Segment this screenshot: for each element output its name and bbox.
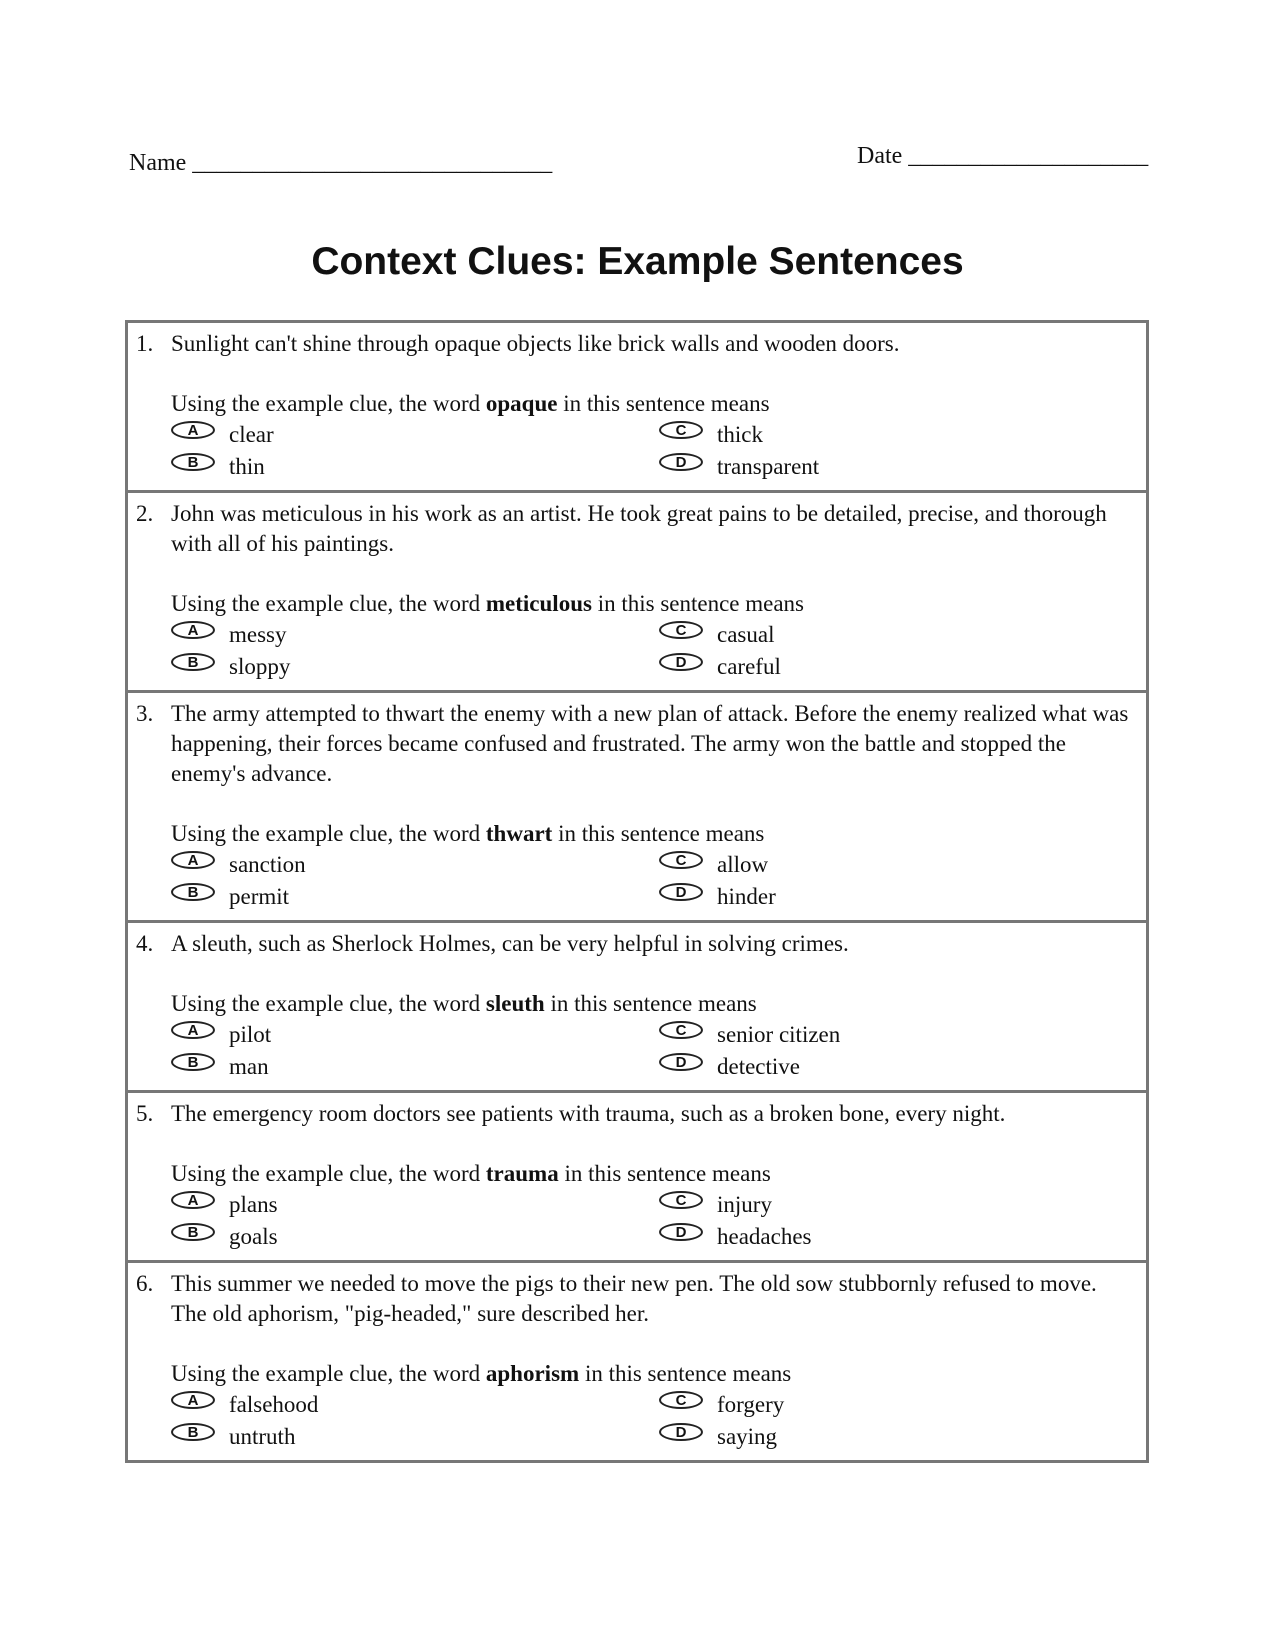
question-number: 5. [136, 1101, 154, 1126]
question-body [171, 329, 1136, 482]
prompt-text: in this sentence means [591, 591, 805, 616]
choice-a[interactable] [171, 850, 659, 880]
choice-b[interactable] [171, 452, 659, 482]
answer-bubble-a[interactable]: A [171, 1191, 215, 1209]
question-prompt [171, 989, 1136, 1019]
answer-bubble-a[interactable]: A [171, 1021, 215, 1039]
choice-label: goals [229, 1224, 278, 1249]
question-number: 1. [136, 331, 154, 356]
choice-label: plans [229, 1192, 278, 1217]
choice-d[interactable] [659, 1052, 1136, 1082]
choice-a[interactable] [171, 620, 659, 650]
choice-b[interactable] [171, 652, 659, 682]
answer-choices [171, 850, 1136, 912]
choice-label: careful [717, 654, 781, 679]
answer-bubble-d[interactable]: D [659, 1053, 703, 1071]
choice-label: clear [229, 422, 274, 447]
target-word: opaque [485, 391, 558, 416]
answer-bubble-c[interactable]: C [659, 1021, 703, 1039]
question-5 [128, 1093, 1146, 1263]
choice-label: man [229, 1054, 269, 1079]
question-body [171, 929, 1136, 1082]
choice-label: falsehood [229, 1392, 319, 1417]
choice-label: pilot [229, 1022, 272, 1047]
choice-label: saying [717, 1424, 778, 1449]
prompt-text: in this sentence means [557, 391, 770, 416]
target-word: trauma [485, 1161, 559, 1186]
answer-bubble-a[interactable]: A [171, 421, 215, 439]
answer-bubble-b[interactable]: B [171, 1223, 215, 1241]
choice-c[interactable] [659, 1190, 1136, 1220]
answer-bubble-b[interactable]: B [171, 883, 215, 901]
question-number: 6. [136, 1271, 154, 1296]
choice-label: sloppy [229, 654, 291, 679]
answer-bubble-c[interactable]: C [659, 851, 703, 869]
prompt-text: Using the example clue, the word [171, 1161, 486, 1186]
choice-a[interactable] [171, 1390, 659, 1420]
choice-label: headaches [717, 1224, 812, 1249]
prompt-text: in this sentence means [558, 1161, 771, 1186]
target-word: thwart [485, 821, 553, 846]
answer-bubble-d[interactable]: D [659, 453, 703, 471]
question-sentence: The army attempted to thwart the enemy with a new plan of attack. Before the enemy realized what was happening, their forces became confused and frustrated. The army won the battle and stopped the enemy's advance. [171, 701, 1129, 786]
prompt-text: Using the example clue, the word [171, 991, 486, 1016]
choice-c[interactable] [659, 420, 1136, 450]
choice-d[interactable] [659, 452, 1136, 482]
question-prompt [171, 1159, 1136, 1189]
choice-label: hinder [717, 884, 776, 909]
question-6 [128, 1263, 1146, 1460]
question-number: 3. [136, 701, 154, 726]
date-field[interactable]: Date ____________________ [857, 143, 1149, 169]
question-sentence: The emergency room doctors see patients with trauma, such as a broken bone, every night. [171, 1101, 1006, 1126]
answer-bubble-a[interactable]: A [171, 1391, 215, 1409]
choice-d[interactable] [659, 882, 1136, 912]
prompt-text: in this sentence means [544, 991, 757, 1016]
target-word: aphorism [485, 1361, 580, 1386]
prompt-text: Using the example clue, the word [171, 821, 486, 846]
choice-label: sanction [229, 852, 306, 877]
answer-choices [171, 420, 1136, 482]
choice-label: permit [229, 884, 290, 909]
worksheet-title: Context Clues: Example Sentences [311, 240, 964, 283]
answer-bubble-d[interactable]: D [659, 1423, 703, 1441]
choice-d[interactable] [659, 1422, 1136, 1452]
choice-b[interactable] [171, 882, 659, 912]
question-sentence: This summer we needed to move the pigs to their new pen. The old sow stubbornly refused to move. The old aphorism, "pig-headed," sure described her. [171, 1271, 1097, 1326]
answer-bubble-c[interactable]: C [659, 1391, 703, 1409]
prompt-text: Using the example clue, the word [171, 391, 486, 416]
question-body [171, 1269, 1136, 1452]
choice-a[interactable] [171, 1020, 659, 1050]
choice-label: forgery [717, 1392, 785, 1417]
question-prompt [171, 1359, 1136, 1389]
choice-c[interactable] [659, 1020, 1136, 1050]
answer-bubble-c[interactable]: C [659, 621, 703, 639]
name-field[interactable]: Name ______________________________ [129, 150, 553, 176]
answer-choices [171, 1020, 1136, 1082]
question-prompt [171, 819, 1136, 849]
choice-label: messy [229, 622, 287, 647]
answer-bubble-b[interactable]: B [171, 453, 215, 471]
question-4 [128, 923, 1146, 1093]
answer-choices [171, 620, 1136, 682]
answer-bubble-b[interactable]: B [171, 653, 215, 671]
choice-label: injury [717, 1192, 772, 1217]
prompt-text: in this sentence means [579, 1361, 792, 1386]
answer-choices [171, 1390, 1136, 1452]
answer-bubble-a[interactable]: A [171, 621, 215, 639]
choice-label: detective [717, 1054, 801, 1079]
question-body [171, 699, 1136, 912]
choice-b[interactable] [171, 1422, 659, 1452]
answer-bubble-b[interactable]: B [171, 1053, 215, 1071]
question-number: 2. [136, 501, 154, 526]
question-1 [128, 323, 1146, 493]
choice-d[interactable] [659, 652, 1136, 682]
choice-label: untruth [229, 1424, 296, 1449]
choice-label: thick [717, 422, 763, 447]
question-sentence: Sunlight can't shine through opaque objects like brick walls and wooden doors. [171, 331, 900, 356]
choice-label: thin [229, 454, 265, 479]
question-3 [128, 693, 1146, 923]
question-sentence: A sleuth, such as Sherlock Holmes, can be very helpful in solving crimes. [171, 931, 849, 956]
choice-c[interactable] [659, 1390, 1136, 1420]
question-sentence: John was meticulous in his work as an artist. He took great pains to be detailed, precise, and thorough with all of his paintings. [171, 501, 1107, 556]
answer-bubble-d[interactable]: D [659, 653, 703, 671]
question-number: 4. [136, 931, 154, 956]
prompt-text: Using the example clue, the word [171, 591, 486, 616]
question-prompt [171, 589, 1136, 619]
choice-c[interactable] [659, 620, 1136, 650]
choice-label: allow [717, 852, 769, 877]
answer-choices [171, 1190, 1136, 1252]
question-prompt [171, 389, 1136, 419]
choice-b[interactable] [171, 1052, 659, 1082]
prompt-text: in this sentence means [552, 821, 765, 846]
answer-bubble-a[interactable]: A [171, 851, 215, 869]
questions-table [125, 320, 1149, 1463]
answer-bubble-d[interactable]: D [659, 1223, 703, 1241]
question-body [171, 1099, 1136, 1252]
answer-bubble-b[interactable]: B [171, 1423, 215, 1441]
prompt-text: Using the example clue, the word [171, 1361, 486, 1386]
choice-a[interactable] [171, 1190, 659, 1220]
choice-label: casual [717, 622, 775, 647]
answer-bubble-c[interactable]: C [659, 1191, 703, 1209]
question-body [171, 499, 1136, 682]
question-2 [128, 493, 1146, 693]
choice-d[interactable] [659, 1222, 1136, 1252]
choice-c[interactable] [659, 850, 1136, 880]
target-word: sleuth [485, 991, 545, 1016]
choice-b[interactable] [171, 1222, 659, 1252]
target-word: meticulous [485, 591, 592, 616]
choice-label: senior citizen [717, 1022, 841, 1047]
choice-label: transparent [717, 454, 820, 479]
answer-bubble-d[interactable]: D [659, 883, 703, 901]
choice-a[interactable] [171, 420, 659, 450]
answer-bubble-c[interactable]: C [659, 421, 703, 439]
